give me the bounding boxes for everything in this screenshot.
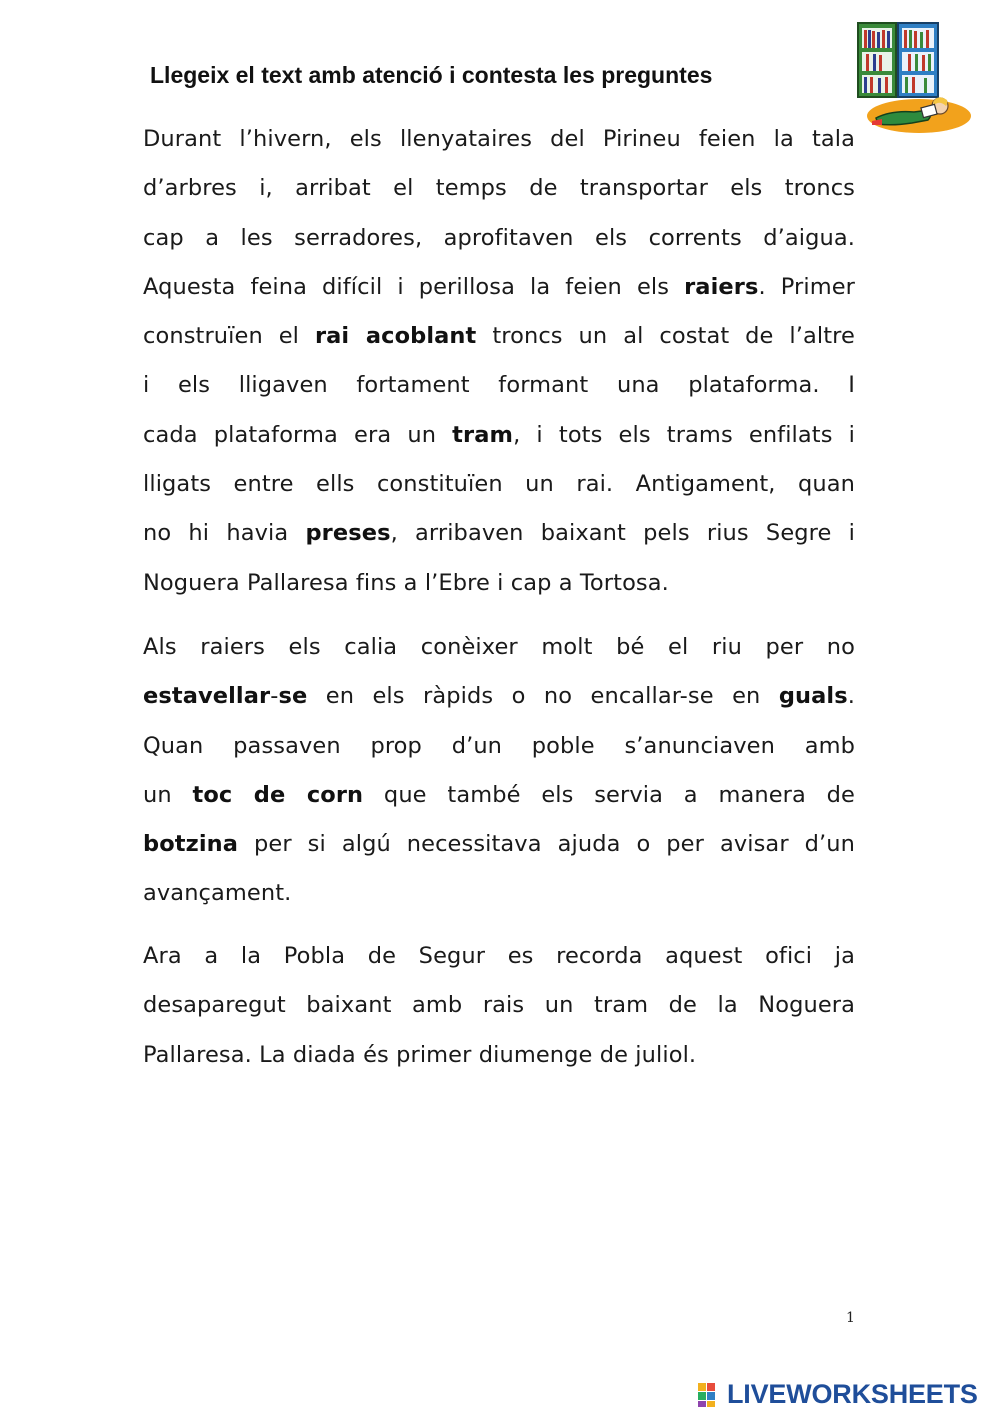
text-segment: i els lligaven fortament formant una plataforma. I — [143, 372, 855, 399]
paragraph-3 — [143, 932, 855, 1080]
text-segment: d’arbres i, arribat el temps de transportar els troncs — [143, 175, 855, 202]
text-segment: Durant l’hivern, els llenyataires del Pirineu feien la tala — [143, 126, 855, 152]
text-segment: lligats entre ells constituïen un rai. Antigament, quan — [143, 471, 855, 498]
text-line — [143, 771, 855, 820]
text-segment: Noguera Pallaresa fins a l’Ebre i cap a Tortosa. — [143, 569, 669, 596]
text-line — [143, 361, 855, 410]
bold-term: se — [278, 683, 308, 710]
text-segment: , i tots els trams enfilats i — [513, 421, 856, 448]
text-segment: . Primer — [758, 273, 855, 300]
bold-term: raiers — [684, 273, 759, 300]
text-segment: Quan passaven prop d’un poble s’anunciaven amb — [143, 732, 855, 759]
text-line — [143, 623, 855, 672]
text-line — [143, 263, 855, 312]
text-segment: Pallaresa. La diada és primer diumenge de juliol. — [143, 1041, 697, 1068]
bold-term: rai acoblant — [314, 323, 477, 350]
text-segment: construïen el — [143, 323, 315, 350]
text-line — [143, 164, 855, 213]
text-line — [143, 820, 855, 869]
bold-term: guals — [778, 683, 848, 710]
text-line — [143, 214, 855, 263]
text-segment: cap a les serradores, aprofitaven els corrents d’aigua. — [143, 224, 855, 251]
text-segment: desaparegut baixant amb rais un tram de la Noguera — [143, 992, 855, 1019]
text-segment: cada plataforma era un — [143, 421, 453, 448]
text-segment: que també els servia a manera de — [363, 781, 855, 808]
bold-term: tram — [452, 421, 514, 448]
text-line — [143, 460, 855, 509]
text-segment: troncs un al costat de l’altre — [476, 323, 855, 350]
text-segment: un — [143, 781, 193, 808]
text-segment: no hi havia — [143, 520, 306, 547]
liveworksheets-logo-icon — [697, 1380, 725, 1408]
text-line — [143, 411, 855, 460]
text-line — [143, 559, 855, 608]
bold-term: estavellar — [143, 683, 271, 710]
text-line — [143, 981, 855, 1030]
text-segment: Aquesta feina difícil i perillosa la feien els — [143, 273, 685, 300]
text-segment: avançament. — [143, 880, 292, 907]
bold-term: botzina — [143, 831, 239, 858]
text-line — [143, 932, 855, 981]
text-line — [143, 1031, 855, 1080]
text-segment: en els ràpids o no encallar-se en — [307, 683, 779, 710]
text-line — [143, 312, 855, 361]
text-segment: . — [847, 683, 855, 710]
text-line — [143, 509, 855, 558]
page-number: 1 — [846, 1310, 855, 1326]
text-segment: per si algú necessitava ajuda o per avisar d’un — [238, 831, 855, 858]
text-line — [143, 672, 855, 721]
text-line — [143, 869, 855, 918]
liveworksheets-brand — [697, 1378, 978, 1410]
page-title: Llegeix el text amb atenció i contesta les preguntes — [150, 62, 713, 88]
bold-term: preses — [305, 520, 391, 547]
bold-term: toc de corn — [192, 781, 364, 808]
text-segment: Als raiers els calia conèixer molt bé el riu per no — [143, 634, 855, 660]
text-segment: - — [270, 683, 279, 710]
paragraph-2 — [143, 623, 855, 919]
text-segment: Ara a la Pobla de Segur es recorda aquest ofici ja — [143, 943, 855, 969]
text-line — [143, 115, 855, 164]
text-segment: , arribaven baixant pels rius Segre i — [390, 520, 855, 547]
paragraph-1 — [143, 115, 855, 608]
bookshelf-reading-child-icon — [852, 20, 974, 138]
text-line — [143, 722, 855, 771]
brand-name: LIVEWORKSHEETS — [727, 1378, 978, 1409]
